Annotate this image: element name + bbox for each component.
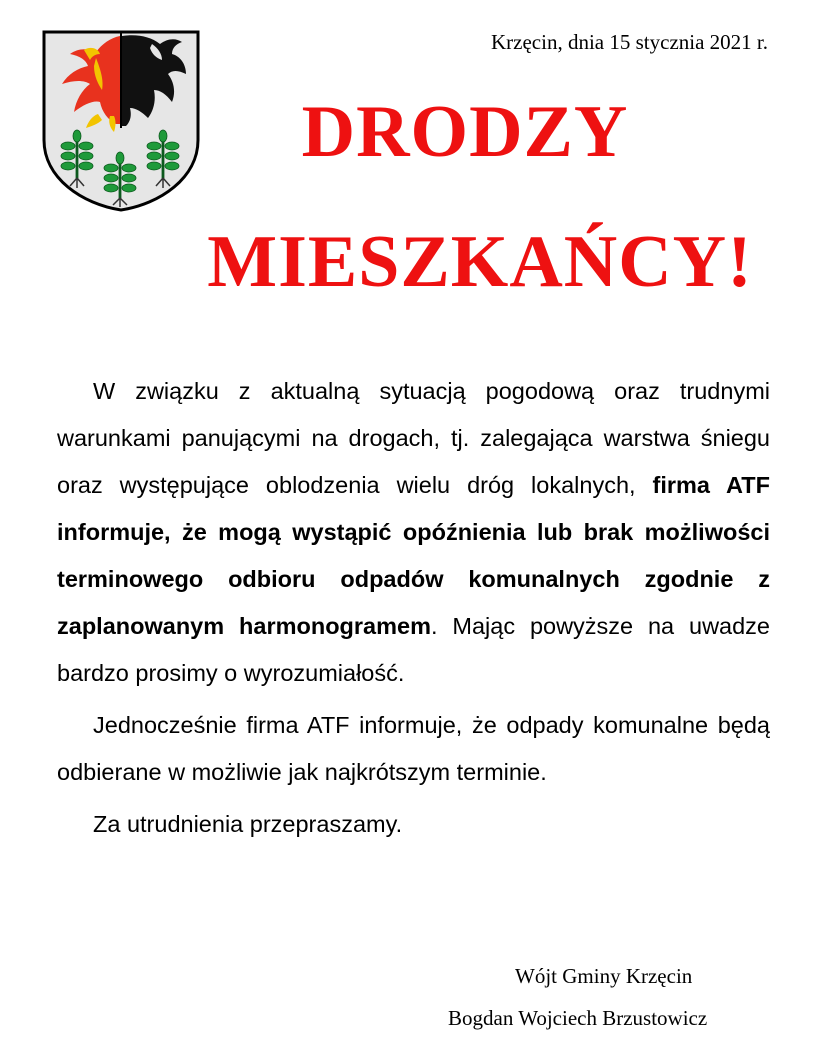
paragraph-1-bold: firma ATF informuje, że mogą wystąpić opóźnienia lub brak możliwości terminowego odbioru odpadów komunalnych zgodnie z zaplanowanym harmonogramem — [57, 472, 770, 639]
paragraph-1 — [57, 368, 770, 697]
paragraph-3: Za utrudnienia przepraszamy. — [93, 811, 403, 837]
paragraph-1-intro: W związku z aktualną sytuacją pogodową oraz trudnymi warunkami panującymi na drogach, tj. zalegająca warstwa śniegu oraz występujące oblodzenia wielu dróg lokalnych, — [57, 378, 770, 498]
coat-of-arms-icon — [40, 28, 202, 212]
headline-line-1: DRODZY — [301, 91, 629, 173]
announcement-body — [57, 368, 770, 848]
paragraph-2: Jednocześnie firma ATF informuje, że odpady komunalne będą odbierane w możliwie jak najkrótszym terminie. — [57, 712, 770, 785]
paragraph-1-outro: . Mając powyższe na uwadze bardzo prosimy o wyrozumiałość. — [57, 613, 770, 686]
signature — [448, 955, 768, 1039]
headline-line-2: MIESZKAŃCY! — [207, 221, 753, 303]
signature-name: Bogdan Wojciech Brzustowicz — [448, 1006, 708, 1030]
date-line: Krzęcin, dnia 15 stycznia 2021 r. — [491, 30, 768, 54]
signature-role: Wójt Gminy Krzęcin — [515, 964, 693, 988]
